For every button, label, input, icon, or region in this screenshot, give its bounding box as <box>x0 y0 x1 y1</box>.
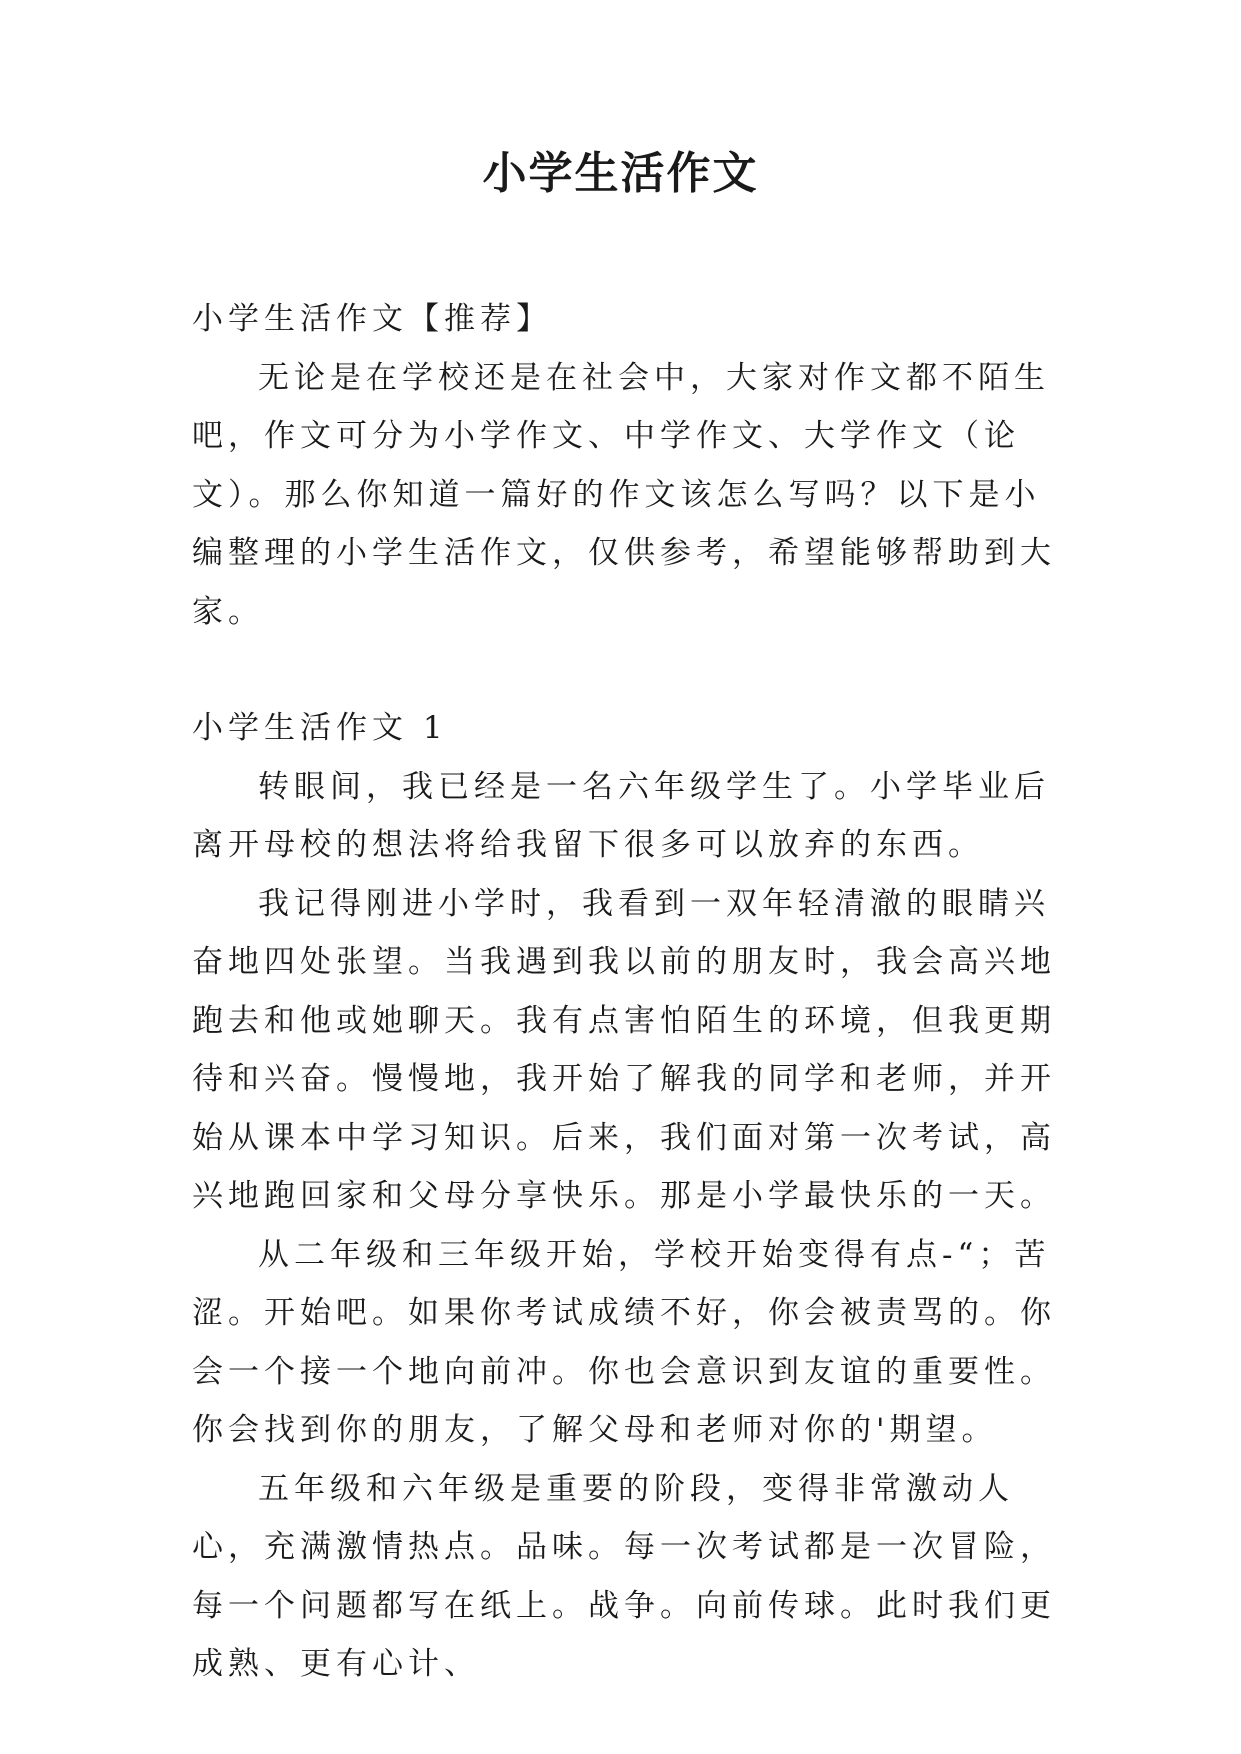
section-gap <box>192 641 1072 699</box>
body-paragraph-3: 从二年级和三年级开始，学校开始变得有点-“；苦涩。开始吧。如果你考试成绩不好，你会被责骂的。你会一个接一个地向前冲。你也会意识到友谊的重要性。你会找到你的朋友，了解父母和老师对你的'期望。 <box>192 1236 1056 1448</box>
document-title: 小学生活作文 <box>482 148 759 199</box>
document-subtitle: 小学生活作文【推荐】 <box>192 301 552 337</box>
intro-paragraph: 无论是在学校还是在社会中，大家对作文都不陌生吧，作文可分为小学作文、中学作文、大学作文（论文）。那么你知道一篇好的作文该怎么写吗？以下是小编整理的小学生活作文，仅供参考，希望能够帮助到大家。 <box>192 359 1056 630</box>
body-paragraph-2: 我记得刚进小学时，我看到一双年轻清澈的眼睛兴奋地四处张望。当我遇到我以前的朋友时，我会高兴地跑去和他或她聊天。我有点害怕陌生的环境，但我更期待和兴奋。慢慢地，我开始了解我的同学和老师，并开始从课本中学习知识。后来，我们面对第一次考试，高兴地跑回家和父母分享快乐。那是小学最快乐的一天。 <box>192 885 1056 1214</box>
document-body <box>192 290 1072 1694</box>
section-heading: 小学生活作文 1 <box>192 710 448 746</box>
body-paragraph-1: 转眼间，我已经是一名六年级学生了。小学毕业后离开母校的想法将给我留下很多可以放弃的东西。 <box>192 768 1050 863</box>
body-paragraph-4: 五年级和六年级是重要的阶段，变得非常激动人心，充满激情热点。品味。每一次考试都是一次冒险，每一个问题都写在纸上。战争。向前传球。此时我们更成熟、更有心计、 <box>192 1470 1056 1682</box>
